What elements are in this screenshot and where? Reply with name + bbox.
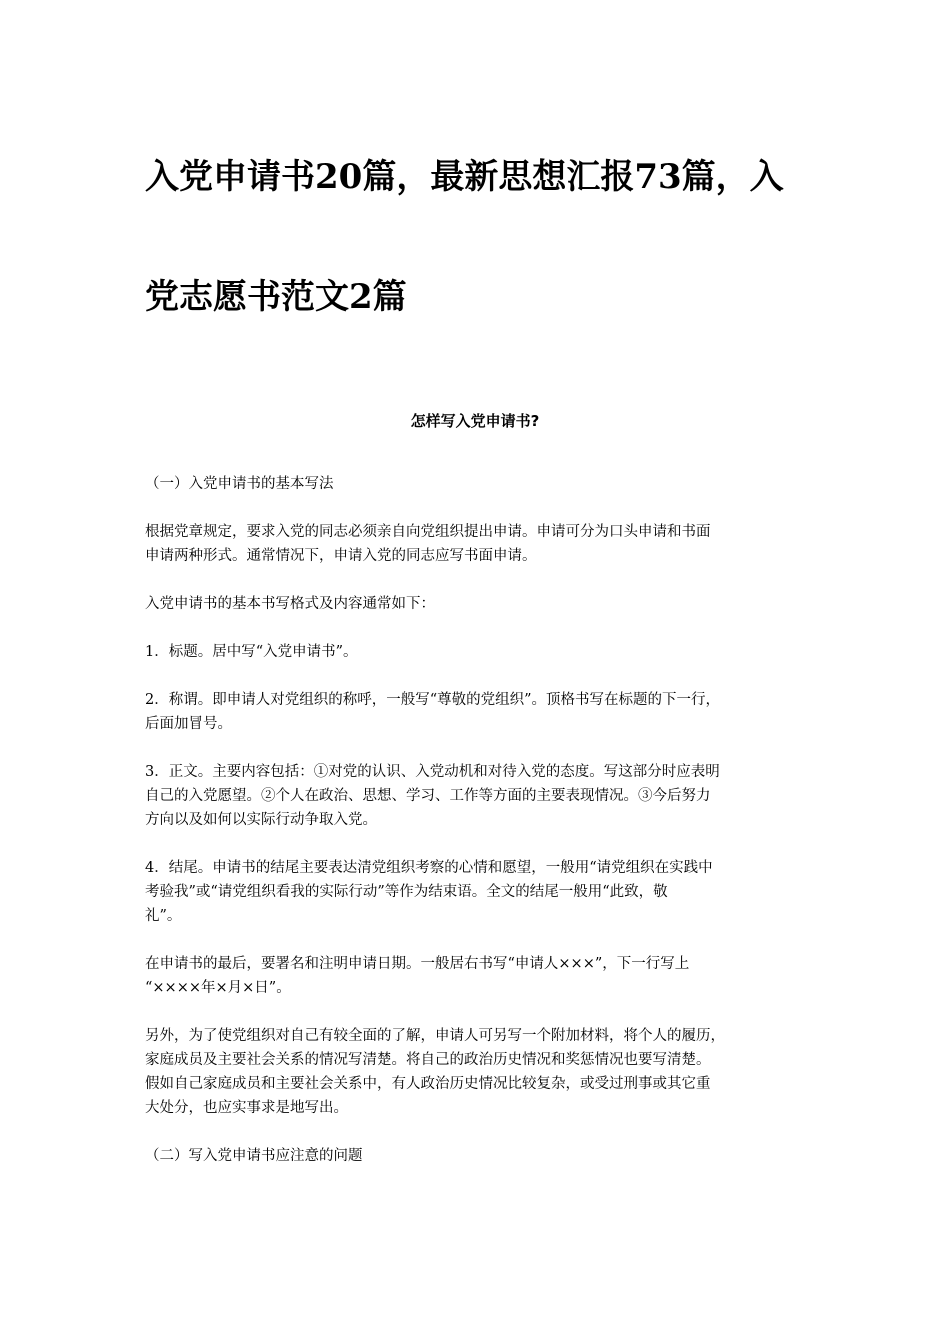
section-two-heading: （二）写入党申请书应注意的问题 [145, 1148, 363, 1164]
paragraph-signature-date: 在申请书的最后，要署名和注明申请日期。一般居右书写“申请人×××”，下一行写上 “××××年×月×日”。 [145, 956, 690, 996]
document-title-line-2: 党志愿书范文2篇 [145, 277, 407, 317]
paragraph-item-title: 1．标题。居中写“入党申请书”。 [145, 644, 358, 660]
section-heading: 怎样写入党申请书? [410, 412, 540, 430]
section-one-heading: （一）入党申请书的基本写法 [145, 476, 334, 492]
paragraph-supplementary-materials: 另外，为了使党组织对自己有较全面的了解，申请人可另写一个附加材料，将个人的履历， 家庭成员及主要社会关系的情况写清楚。将自己的政治历史情况和奖惩情况也要写清楚。 假如自己家庭成员和主要社会关系中，有人政治历史情况比较复杂，或受过刑事或其它重 大处分，也应实事求是地写出。 [145, 1028, 725, 1116]
paragraph-item-salutation: 2．称谓。即申请人对党组织的称呼，一般写“尊敬的党组织”。顶格书写在标题的下一行， 后面加冒号。 [145, 692, 721, 732]
paragraph-application-forms: 根据党章规定，要求入党的同志必须亲自向党组织提出申请。申请可分为口头申请和书面 申请两种形式。通常情况下，申请入党的同志应写书面申请。 [145, 524, 711, 564]
paragraph-item-body: 3．正文。主要内容包括：①对党的认识、入党动机和对待入党的态度。写这部分时应表明 自己的入党愿望。②个人在政治、思想、学习、工作等方面的主要表现情况。③今后努力 方向以及如何以实际行动争取入党。 [145, 764, 720, 828]
paragraph-format-intro: 入党申请书的基本书写格式及内容通常如下： [145, 596, 435, 612]
paragraph-item-ending: 4．结尾。申请书的结尾主要表达清党组织考察的心情和愿望，一般用“请党组织在实践中 考验我”或“请党组织看我的实际行动”等作为结束语。全文的结尾一般用“此致，敬 礼”。 [145, 860, 713, 924]
document-title-line-1: 入党申请书20篇，最新思想汇报73篇，入 [145, 157, 784, 197]
